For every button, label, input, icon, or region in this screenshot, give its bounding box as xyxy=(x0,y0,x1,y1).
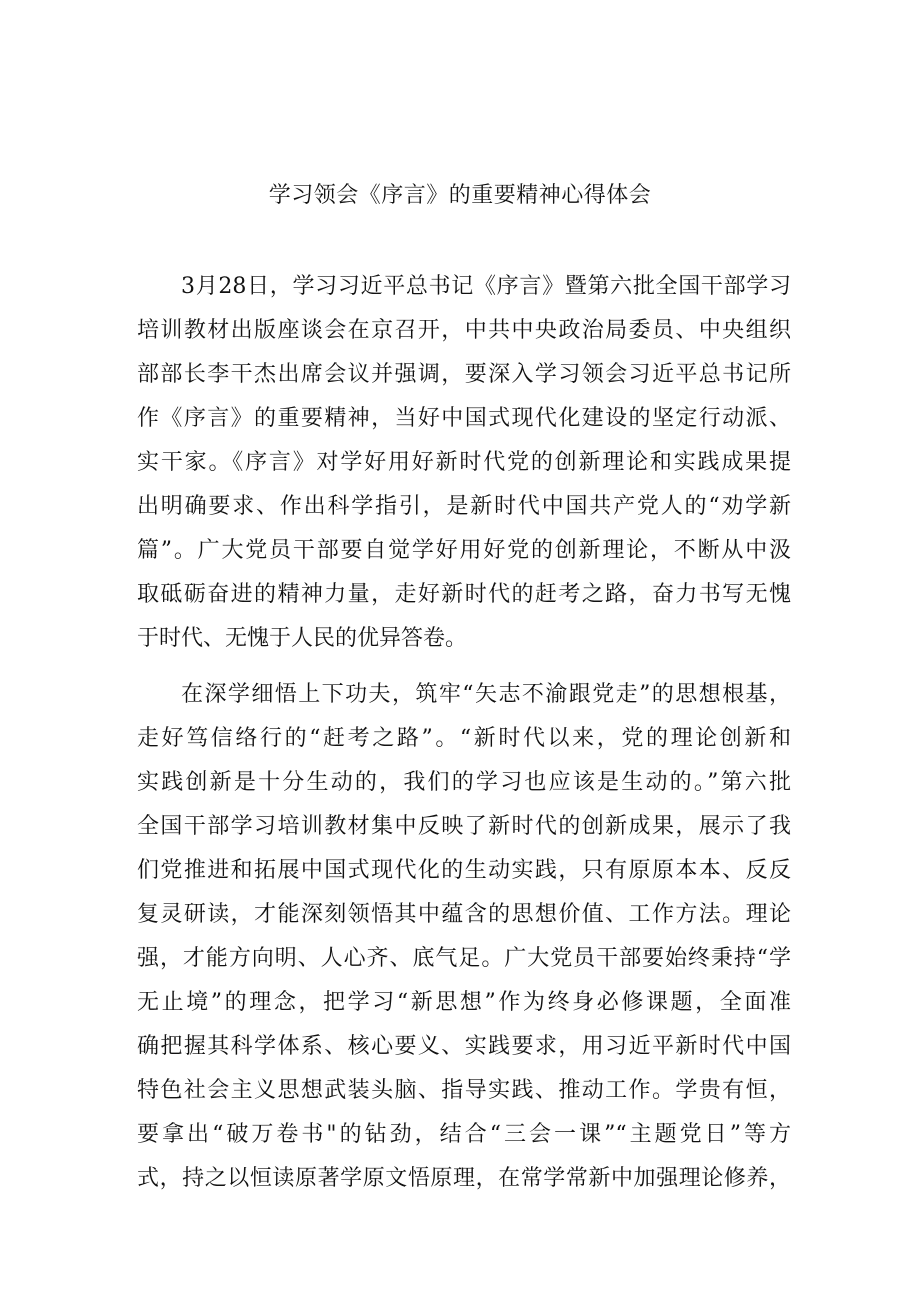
paragraph-2-line-12: 式，持之以恒读原著学原文悟原理，在常学常新中加强理论修养， xyxy=(137,1166,791,1191)
paragraph-2-line-7: 强，才能方向明、人心齐、底气足。广大党员干部要始终秉持“学 xyxy=(137,946,791,971)
paragraph-2-line-3: 实践创新是十分生动的，我们的学习也应该是生动的。”第六批 xyxy=(137,770,791,795)
paragraph-2-line-5: 们党推进和拓展中国式现代化的生动实践，只有原原本本、反反 xyxy=(137,858,791,883)
paragraph-2-line-2: 走好笃信络行的“赶考之路”。“新时代以来，党的理论创新和 xyxy=(137,726,791,751)
paragraph-1-line-7: 篇”。广大党员干部要自觉学好用好党的创新理论，不断从中汲 xyxy=(137,538,791,563)
paragraph-1-line-1: 3月28日，学习习近平总书记《序言》暨第六批全国干部学习 xyxy=(181,274,791,299)
paragraph-2-line-9: 确把握其科学体系、核心要义、实践要求，用习近平新时代中国 xyxy=(137,1034,791,1059)
paragraph-1-line-3: 部部长李干杰出席会议并强调，要深入学习领会习近平总书记所 xyxy=(137,362,791,387)
paragraph-1-line-4: 作《序言》的重要精神，当好中国式现代化建设的坚定行动派、 xyxy=(137,406,791,431)
paragraph-2-line-6: 复灵研读，才能深刻领悟其中蕴含的思想价值、工作方法。理论 xyxy=(137,902,791,927)
paragraph-1-line-8: 取砥砺奋进的精神力量，走好新时代的赶考之路，奋力书写无愧 xyxy=(137,582,791,607)
document-title: 学习领会《序言》的重要精神心得体会 xyxy=(268,183,652,208)
paragraph-1-line-5: 实干家。《序言》对学好用好新时代党的创新理论和实践成果提 xyxy=(137,450,791,475)
paragraph-1-line-2: 培训教材出版座谈会在京召开，中共中央政治局委员、中央组织 xyxy=(137,318,791,343)
paragraph-1-line-9: 于时代、无愧于人民的优异答卷。 xyxy=(137,626,468,651)
paragraph-2-line-10: 特色社会主义思想武装头脑、指导实践、推动工作。学贵有恒， xyxy=(137,1078,791,1103)
paragraph-2-line-11: 要拿出“破万卷书"的钻劲，结合“三会一课”“主题党日”等方 xyxy=(137,1122,791,1147)
paragraph-1-line-6: 出明确要求、作出科学指引，是新时代中国共产党人的“劝学新 xyxy=(137,494,791,519)
paragraph-2-line-8: 无止境”的理念，把学习“新思想”作为终身必修课题，全面准 xyxy=(137,990,791,1015)
paragraph-2-line-1: 在深学细悟上下功夫，筑牢“矢志不渝跟党走”的思想根基， xyxy=(181,682,791,707)
paragraph-2-line-4: 全国干部学习培训教材集中反映了新时代的创新成果，展示了我 xyxy=(137,814,791,839)
